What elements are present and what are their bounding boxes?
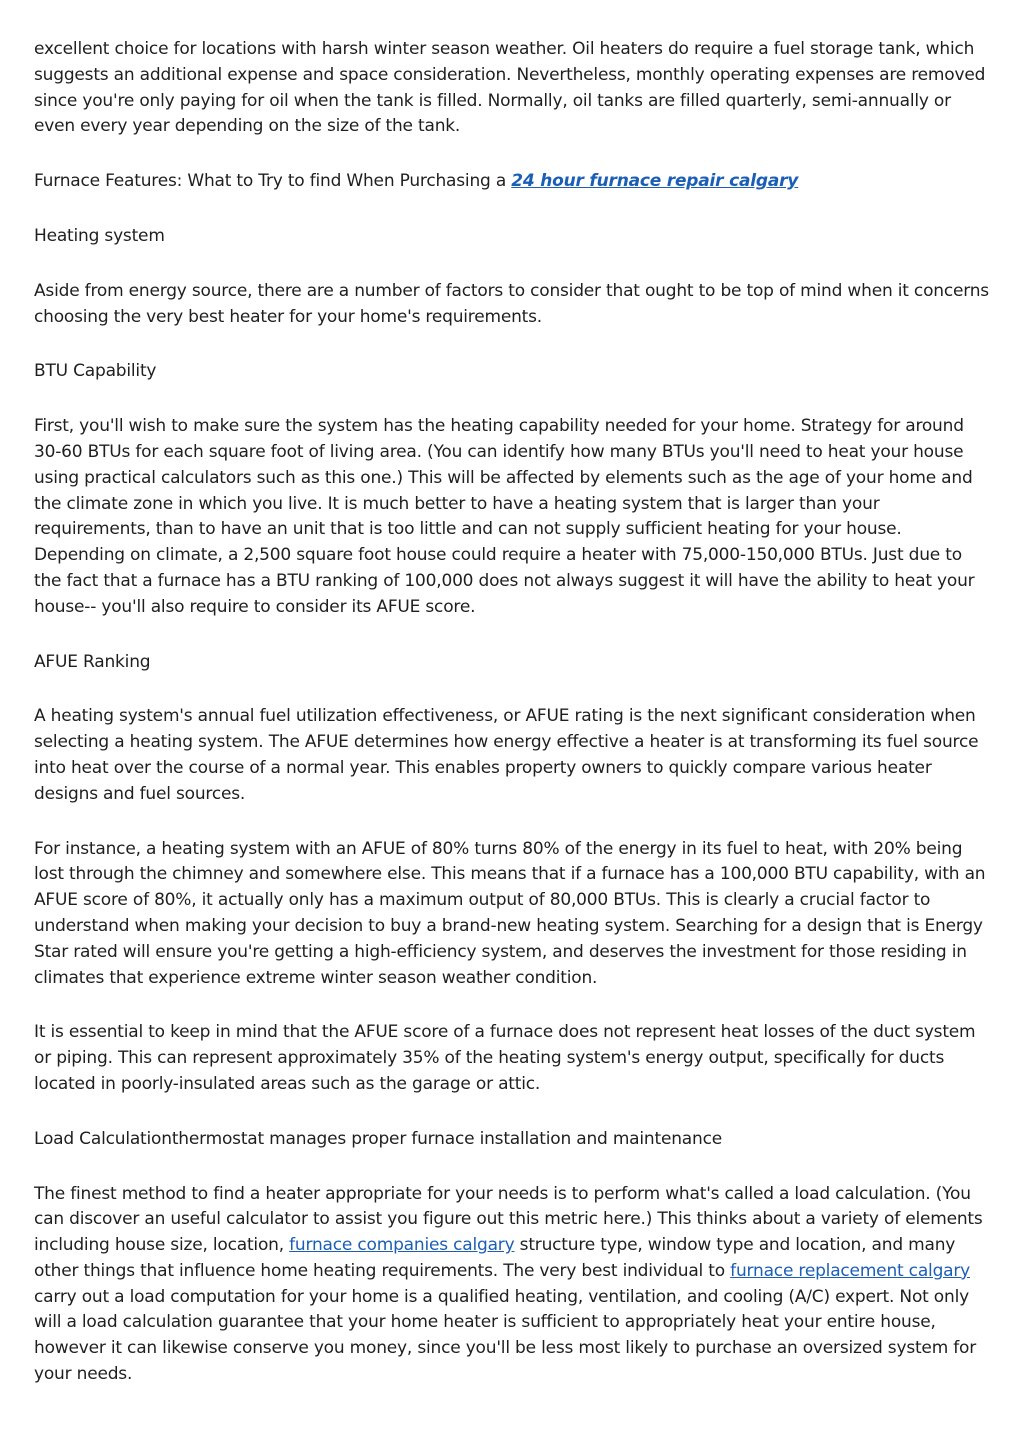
paragraph-energy-source: Aside from energy source, there are a number of factors to consider that ought to be top of mind when it concerns choosing the very best heater for your home's requirements. — [34, 280, 989, 327]
link-24-hour-furnace-repair[interactable]: 24 hour furnace repair calgary — [511, 171, 799, 192]
paragraph-furnace-features — [34, 169, 994, 195]
furnace-features-text: Furnace Features: What to Try to find When Purchasing a — [34, 171, 512, 192]
heading-btu-capability: BTU Capability — [34, 361, 157, 382]
heading-afue-ranking: AFUE Ranking — [34, 651, 151, 672]
paragraph-oil-heaters: excellent choice for locations with harsh winter season weather. Oil heaters do require a fuel storage tank, which suggests an additional expense and space consideration. Nevertheless, monthly operating expenses are removed since you're only paying for oil when the tank is filled. Normally, oil tanks are filled quarterly, semi-annually or even every year depending on the size of the tank. — [34, 39, 986, 137]
load-calc-text-3: carry out a load computation for your home is a qualified heating, ventilation, and cooling (A/C) expert. Not only will a load calculation guarantee that your home heater is sufficient to appropriately heat your entire house, however it can likewise conserve you money, since you'll be less most likely to purchase an oversized system for your needs. — [34, 1286, 977, 1385]
load-calc-text-1: The finest method to find a heater appropriate for your needs is to perform what's called a load calculation. (You can discover an useful calculator to assist you figure out this metric here.) This thinks about a variety of elements including house size, location, — [34, 1183, 983, 1256]
link-furnace-companies[interactable]: furnace companies calgary — [289, 1235, 515, 1256]
document-body — [34, 37, 994, 1417]
paragraph-duct-losses: It is essential to keep in mind that the AFUE score of a furnace does not represent heat losses of the duct system or piping. This can represent approximately 35% of the heating system's energy output, specifically for ducts located in poorly-insulated areas such as the garage or attic. — [34, 1022, 976, 1094]
heading-heating-system: Heating system — [34, 225, 165, 246]
load-calc-text-2: structure type, window type and location, and many other things that influence home heating requirements. The very best individual to — [34, 1235, 956, 1281]
paragraph-btu-details: First, you'll wish to make sure the system has the heating capability needed for your home. Strategy for around 30-60 BTUs for each square foot of living area. (You can identify how many BTUs you'll need to heat your house using practical calculators such as this one.) This will be affected by elements such as the age of your home and the climate zone in which you live. It is much better to have a heating system that is larger than your requirements, than to have an unit that is too little and can not supply sufficient heating for your house. Depending on climate, a 2,500 square foot house could require a heater with 75,000-150,000 BTUs. Just due to the fact that a furnace has a BTU ranking of 100,000 does not always suggest it will have the ability to heat your house-- you'll also require to consider its AFUE score. — [34, 416, 975, 617]
paragraph-load-calculation — [34, 1182, 994, 1388]
heading-load-calculation: Load Calculationthermostat manages proper furnace installation and maintenance — [34, 1128, 722, 1149]
link-furnace-replacement[interactable]: furnace replacement calgary — [730, 1260, 971, 1281]
paragraph-afue-example: For instance, a heating system with an AFUE of 80% turns 80% of the energy in its fuel to heat, with 20% being lost through the chimney and somewhere else. This means that if a furnace has a 100,000 BTU capability, with an AFUE score of 80%, it actually only has a maximum output of 80,000 BTUs. This is clearly a crucial factor to understand when making your decision to buy a brand-new heating system. Searching for a design that is Energy Star rated will ensure you're getting a high-efficiency system, and deserves the investment for those residing in climates that experience extreme winter season weather condition. — [34, 838, 986, 988]
paragraph-afue-rating: A heating system's annual fuel utilization effectiveness, or AFUE rating is the next significant consideration when selecting a heating system. The AFUE determines how energy effective a heater is at transforming its fuel source into heat over the course of a normal year. This enables property owners to quickly compare various heater designs and fuel sources. — [34, 706, 979, 804]
